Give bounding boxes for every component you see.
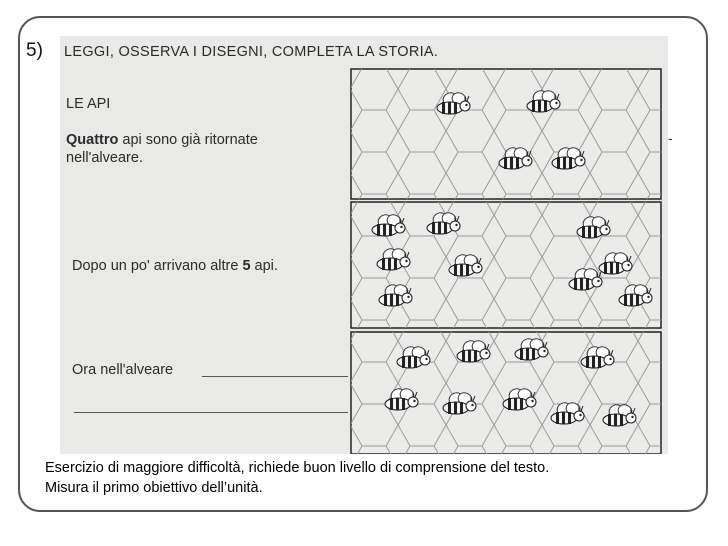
caption-line-2: Misura il primo obiettivo dell’unità. xyxy=(45,480,263,496)
continuation-mark: - xyxy=(668,130,673,146)
story-line-3 xyxy=(72,258,278,274)
panel-nine-bees xyxy=(351,332,661,454)
story-line-3-bold: 5 xyxy=(242,258,251,274)
answer-line-2 xyxy=(74,412,348,413)
illustration-panels xyxy=(350,68,662,454)
story-line-2: nell'alveare. xyxy=(66,150,143,166)
story-line-3-after: api. xyxy=(250,258,278,274)
exercise-number: 5) xyxy=(26,40,43,61)
story-title: LE API xyxy=(66,96,111,112)
caption-line-1: Esercizio di maggiore difficoltà, richiede buon livello di comprensione del testo. xyxy=(45,460,550,476)
caption xyxy=(45,458,549,498)
story-line-4: Ora nell'alveare xyxy=(72,362,174,378)
story-line-1-bold: Quattro xyxy=(66,132,119,148)
panel-four-bees xyxy=(351,69,661,199)
worksheet-scan xyxy=(60,36,668,454)
story-line-3-before: Dopo un po' arrivano altre xyxy=(72,258,243,274)
worksheet-instruction: LEGGI, OSSERVA I DISEGNI, COMPLETA LA STORIA. xyxy=(64,44,439,60)
story-line-1-rest: api sono già ritornate xyxy=(118,132,258,148)
answer-line-1 xyxy=(202,376,348,377)
story-line-1 xyxy=(66,132,258,148)
panel-five-more-bees xyxy=(351,202,661,328)
